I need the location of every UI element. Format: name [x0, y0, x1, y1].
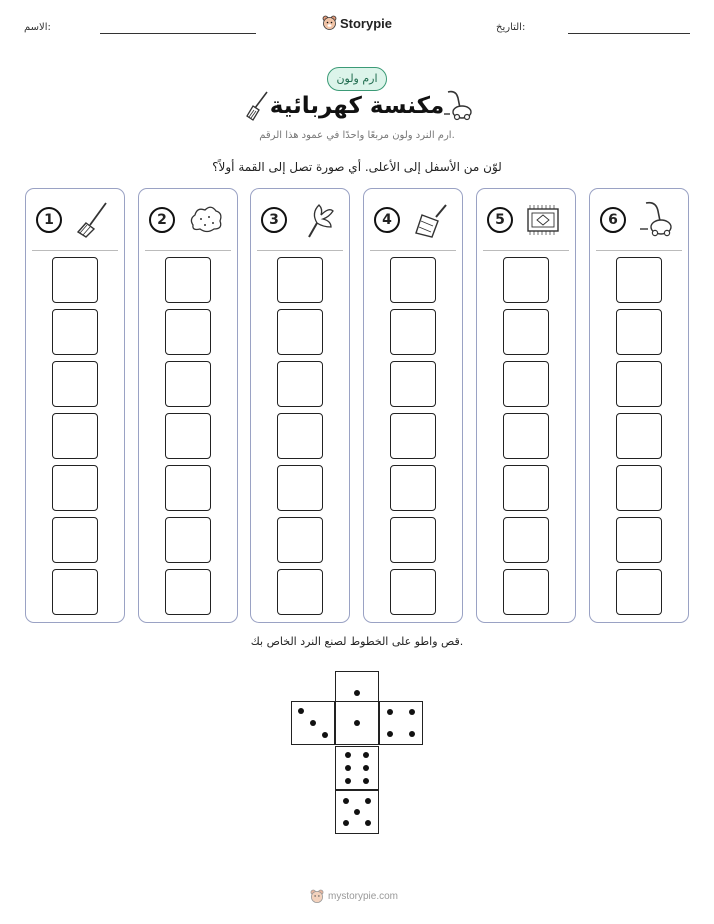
- subtitle: ارم النرد ولون مربعًا واحدًا في عمود هذا الرقم.: [259, 130, 455, 141]
- dice-face-5: [335, 790, 379, 834]
- page-title: مكنسة كهربائية: [269, 93, 445, 119]
- dice-pip: [298, 708, 304, 714]
- dice-pip: [387, 731, 393, 737]
- column-number: 4: [374, 207, 400, 233]
- date-label: التاريخ:: [496, 22, 526, 33]
- footer: [310, 886, 410, 906]
- dice-pip: [343, 820, 349, 826]
- logo-text: Storypie: [339, 15, 392, 31]
- column-number: 1: [36, 207, 62, 233]
- dice-face-6: [335, 746, 379, 790]
- dice-pip: [343, 798, 349, 804]
- dice-pip: [354, 690, 360, 696]
- dice-face-1: [335, 701, 379, 745]
- dice-pip: [354, 720, 360, 726]
- dice-pip: [345, 752, 351, 758]
- dice-pip: [365, 820, 371, 826]
- footer-site: mystorypie.com: [328, 890, 399, 902]
- dice-pip: [363, 752, 369, 758]
- dice-pip: [363, 778, 369, 784]
- cut-instruction: قص واطو على الخطوط لصنع النرد الخاص بك.: [250, 635, 464, 648]
- column-number: 5: [487, 207, 513, 233]
- dice-face-4: [379, 701, 423, 745]
- dice-pip: [345, 778, 351, 784]
- dice-pip: [409, 731, 415, 737]
- instruction-text: لوّن من الأسفل إلى الأعلى. أي صورة تصل إلى القمة أولاً؟: [212, 160, 502, 174]
- dice-pip: [354, 809, 360, 815]
- dice-face-3: [291, 701, 335, 745]
- column-number: 2: [149, 207, 175, 233]
- dice-pip: [310, 720, 316, 726]
- name-label: الاسم:: [24, 22, 51, 33]
- bear-icon: [310, 889, 324, 904]
- dice-pip: [409, 709, 415, 715]
- dice-pip: [387, 709, 393, 715]
- dice-pip: [345, 765, 351, 771]
- dice-pip: [363, 765, 369, 771]
- column-number: 3: [261, 207, 287, 233]
- activity-badge: ارم ولون: [327, 67, 387, 91]
- column-number: 6: [600, 207, 626, 233]
- dice-pip: [322, 732, 328, 738]
- dice-pip: [365, 798, 371, 804]
